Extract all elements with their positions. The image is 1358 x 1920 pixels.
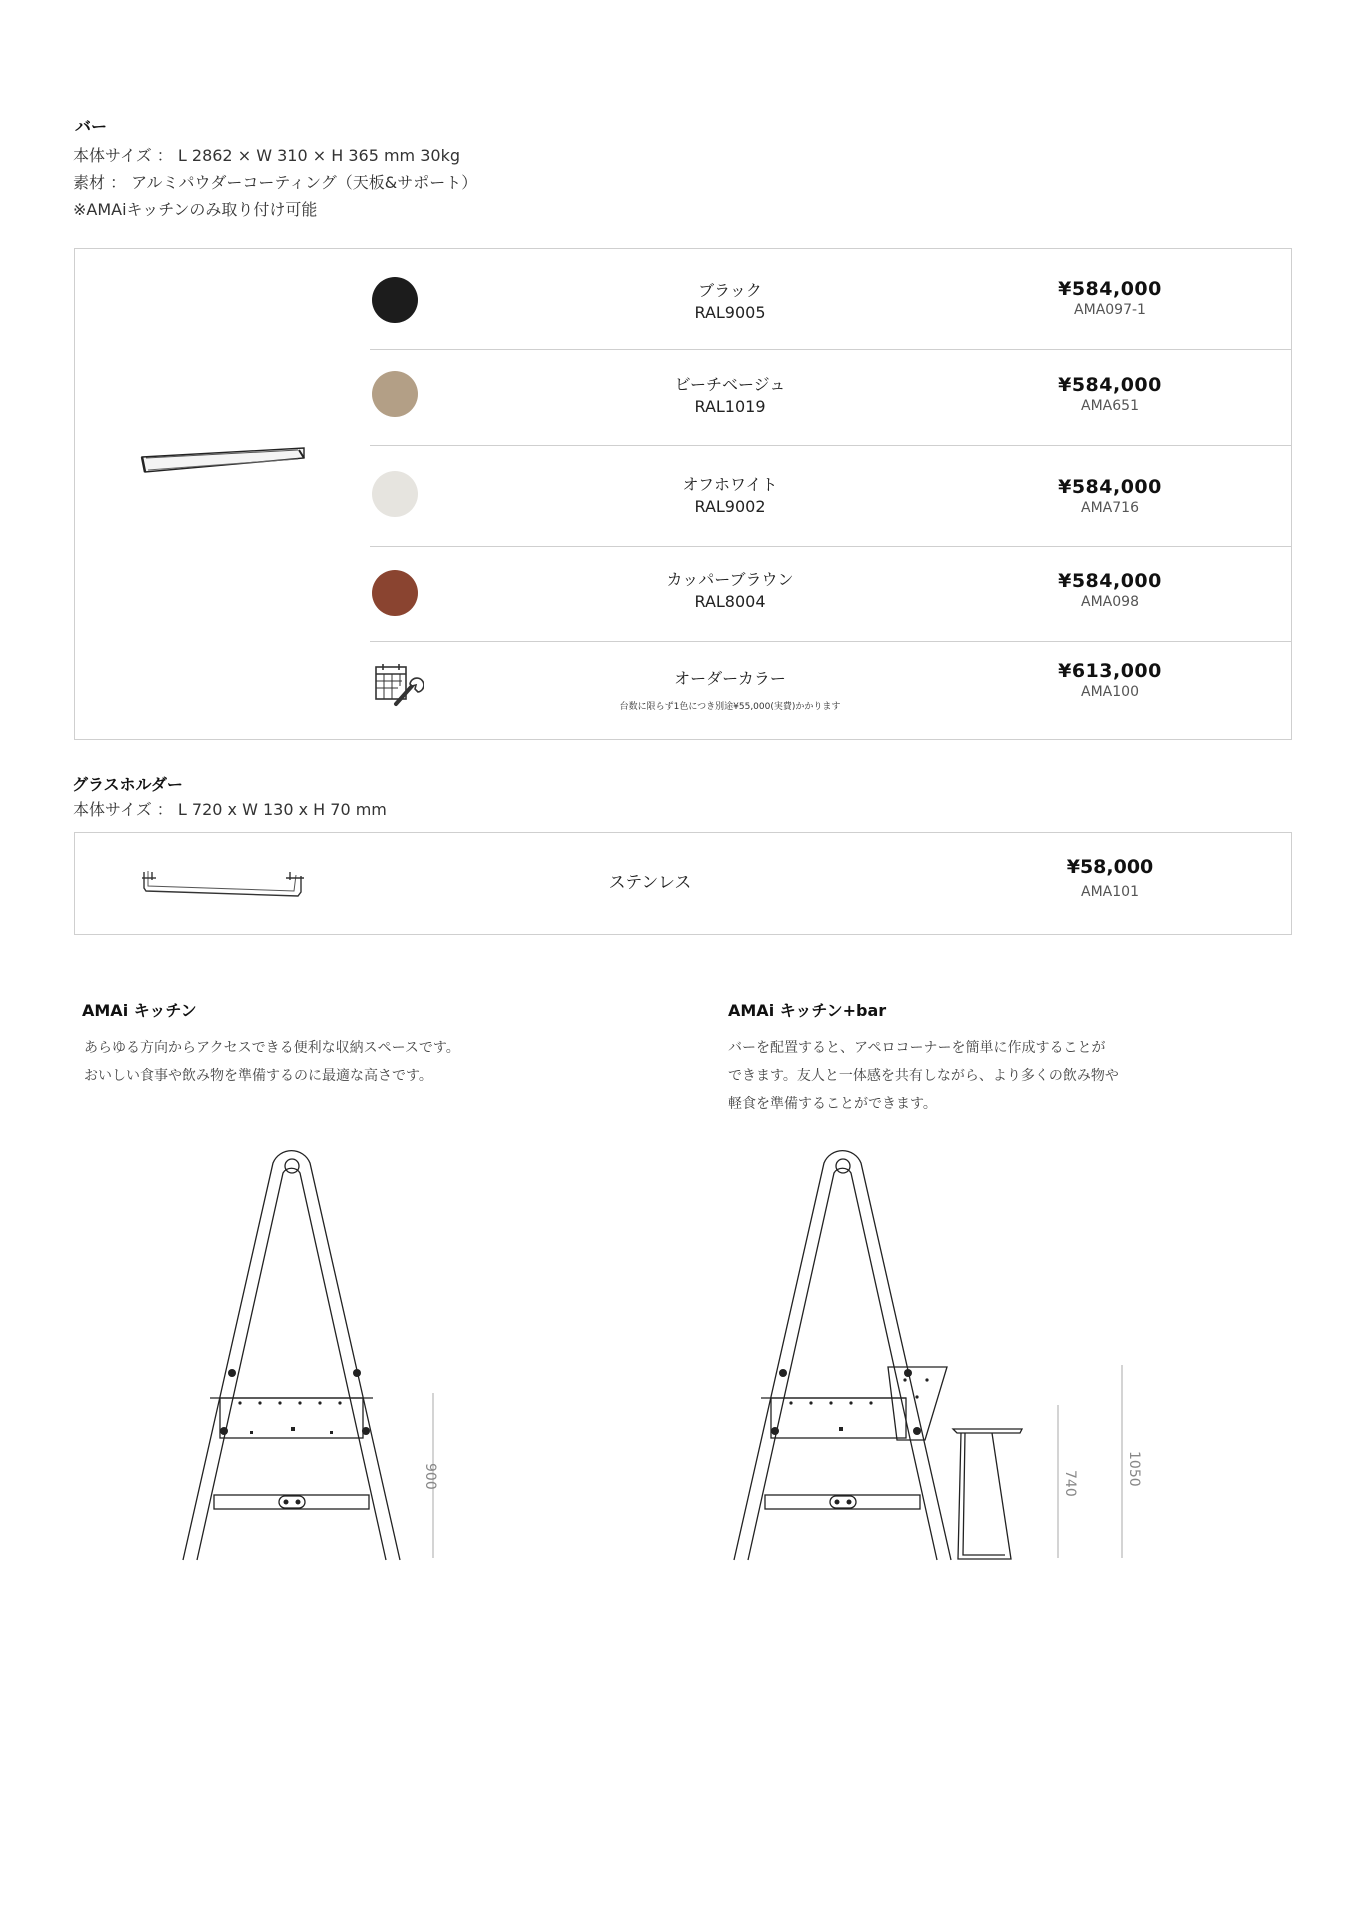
kitchen-title: AMAi キッチン (82, 1001, 197, 1020)
price-block (980, 278, 1240, 318)
swatch-black (372, 277, 418, 323)
bar-product-image (138, 440, 308, 488)
glass-section-title: グラスホルダー (72, 775, 183, 794)
swatch-beige (372, 371, 418, 417)
color-label: オーダーカラー (674, 669, 786, 688)
kitchen-height-dimension: 900 (422, 1463, 438, 1490)
color-row-beige (370, 350, 1292, 446)
custom-color-note: 台数に限らず1色につき別途¥55,000(実費)かかります (619, 702, 841, 712)
price-block (980, 660, 1240, 700)
product-code: AMA651 (1081, 398, 1139, 414)
calendar-wrench-icon (374, 662, 424, 708)
swatch-copper (372, 570, 418, 616)
product-code: AMA716 (1081, 500, 1139, 516)
glass-spec-size: 本体サイズ ： L 720 x W 130 x H 70 mm (73, 800, 387, 819)
price-value: ¥584,000 (1058, 278, 1162, 300)
color-name (580, 280, 880, 324)
price-value: ¥584,000 (1058, 374, 1162, 396)
bar-height-dimension: 740 (1062, 1470, 1078, 1497)
kitchen-bar-desc-line-2: できます。友人と一体感を共有しながら、より多くの飲み物や (728, 1068, 1119, 1084)
color-row-copper (370, 547, 1292, 642)
color-row-custom (370, 642, 1292, 738)
glass-material: ステンレス (608, 873, 692, 893)
product-code: AMA097-1 (1074, 302, 1146, 318)
color-ral: RAL9002 (694, 497, 766, 516)
glass-holder-image (138, 866, 308, 902)
color-label: ビーチベージュ (674, 375, 786, 394)
price-value: ¥613,000 (1058, 660, 1162, 682)
color-row-offwhite (370, 446, 1292, 547)
color-name (580, 374, 880, 418)
bar-spec-note: ※AMAiキッチンのみ取り付け可能 (73, 200, 318, 219)
kitchen-desc-line-1: あらゆる方向からアクセスできる便利な収納スペースです。 (84, 1040, 460, 1056)
color-name (580, 668, 880, 718)
color-ral: RAL8004 (694, 592, 766, 611)
price-block (980, 570, 1240, 610)
price-value: ¥584,000 (1058, 476, 1162, 498)
bar-section-title: バー (75, 117, 108, 136)
kitchen-bar-elevation-drawing (727, 1135, 1147, 1565)
color-label: オフホワイト (682, 475, 778, 494)
total-height-dimension: 1050 (1126, 1451, 1142, 1487)
bar-spec-material: 素材 ： アルミパウダーコーティング（天板&サポート） (73, 173, 478, 192)
color-label: ブラック (698, 281, 762, 300)
color-row-black (370, 250, 1292, 350)
price-value: ¥584,000 (1058, 570, 1162, 592)
kitchen-desc-line-2: おいしい食事や飲み物を準備するのに最適な高さです。 (84, 1068, 433, 1084)
swatch-offwhite (372, 471, 418, 517)
color-ral: RAL9005 (694, 303, 766, 322)
price-value: ¥58,000 (1066, 856, 1154, 878)
glass-price-block (980, 856, 1240, 900)
kitchen-bar-title: AMAi キッチン+bar (728, 1001, 887, 1020)
color-name (580, 569, 880, 613)
product-code: AMA098 (1081, 594, 1139, 610)
kitchen-bar-desc-line-3: 軽食を準備することができます。 (728, 1096, 937, 1112)
price-block (980, 374, 1240, 414)
color-label: カッパーブラウン (666, 570, 794, 589)
color-ral: RAL1019 (694, 397, 766, 416)
kitchen-bar-desc-line-1: バーを配置すると、アペロコーナーを簡単に作成することが (728, 1040, 1106, 1056)
color-name (580, 474, 880, 518)
kitchen-elevation-drawing (180, 1135, 440, 1565)
price-block (980, 476, 1240, 516)
bar-spec-size: 本体サイズ ： L 2862 × W 310 × H 365 mm 30kg (73, 146, 460, 165)
product-code: AMA101 (1081, 884, 1139, 900)
product-code: AMA100 (1081, 684, 1139, 700)
